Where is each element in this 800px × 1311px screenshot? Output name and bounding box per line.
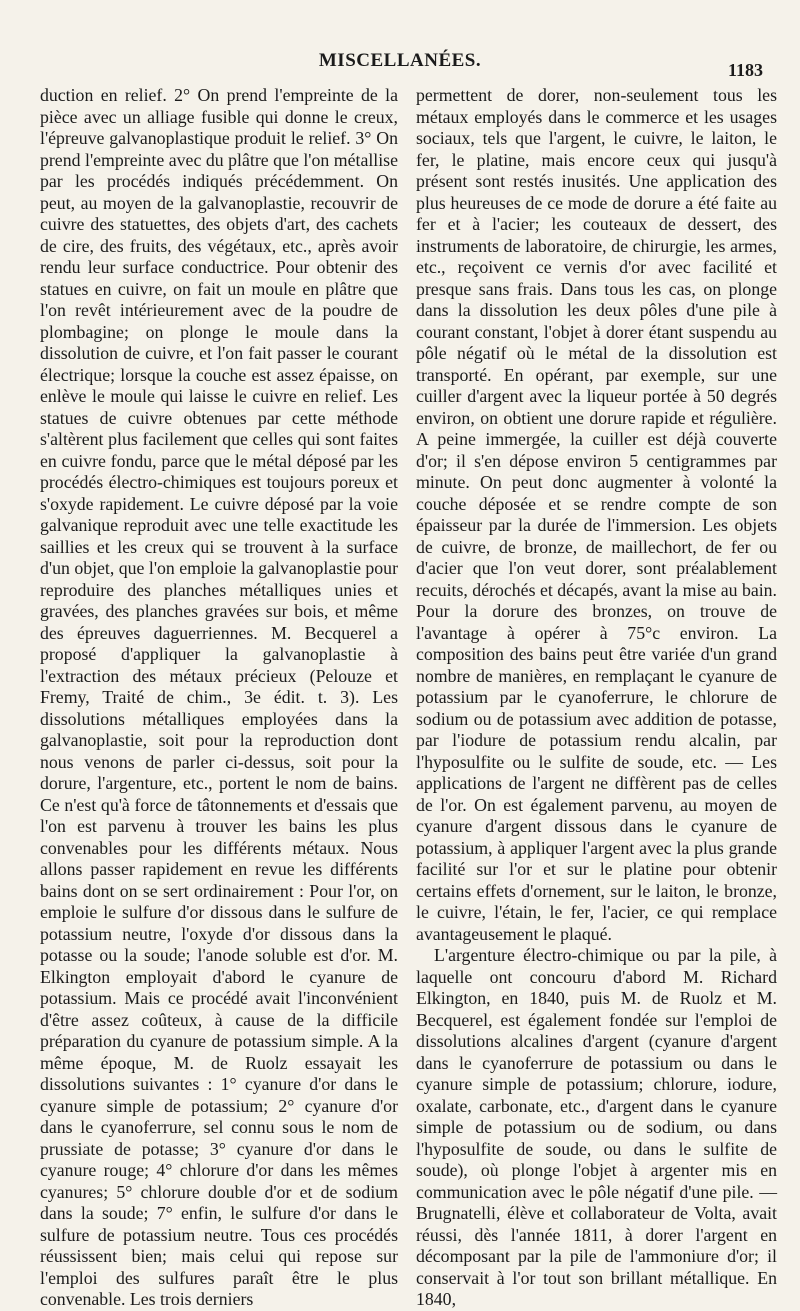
left-paragraph-1: duction en relief. 2° On prend l'empreinte de la pièce avec un alliage fusible qui donne le creux, l'épreuve galvanoplastique produit le relief. 3° On prend l'empreinte avec du plâtre que l'on métallise par les procédés indiqués précédemment. On peut, au moyen de la galvanoplastie, recouvrir de cuivre des statuettes, des objets d'art, des cachets de cire, des fruits, des végétaux, etc., après avoir rendu leur surface conductrice. Pour obtenir des statues en cuivre, on fait un moule en plâtre que l'on revêt intérieurement avec de la poudre de plombagine; on plonge le moule dans la dissolution de cuivre, et l'on fait passer le courant électrique; lorsque la couche est assez épaisse, on enlève le moule qui laisse le cuivre en relief. Les statues de cuivre obtenues par cette méthode s'altèrent plus facilement que celles qui sont faites en cuivre fondu, parce que le métal déposé par les procédés électro-chimiques est toujours poreux et s'oxyde rapidement. Le cuivre déposé par la voie galvanique reproduit avec une telle exactitude les saillies et les creux qui se trouvent à la surface d'un objet, que l'on emploie la galvanoplastie pour reproduire des planches métalliques unies et gravées, des planches gravées sur bois, et même des épreuves daguerriennes. M. Becquerel a proposé d'appliquer la galvanoplastie à l'extraction des métaux précieux (Pelouze et Fremy, Traité de chim., 3e édit. t. 3). Les dissolutions métalliques employées dans la galvanoplastie, soit pour la reproduction dont nous venons de parler ci-dessus, soit pour la dorure, l'argenture, etc., portent le nom de bains. Ce n'est qu'à force de tâtonnements et d'essais que l'on est parvenu à trouver les bains les plus convenables pour les différents métaux. Nous allons passer rapidement en revue les différents bains dont on se sert ordinairement : Pour l'or, on emploie le sulfure d'or dissous dans le sulfure de potassium neutre, l'oxyde d'or dissous dans la potasse ou la soude; l'anode soluble est d'or. M. Elkington employait d'abord le cyanure de potassium. Mais ce procédé avait l'inconvénient d'être assez coûteux, à cause de la difficile préparation du cyanure de potassium simple. A la même époque, M. de Ruolz essayait les dissolutions suivantes : 1° cyanure d'or dans le cyanure simple de potassium; 2° cyanure d'or dans le cyanoferrure, sel connu sous le nom de prussiate de potasse; 3° cyanure d'or dans le cyanure rouge; 4° chlorure d'or dans les mêmes cyanures; 5° chlorure double d'or et de sodium dans la soude; 7° enfin, le sulfure d'or dans le sulfure de potassium neutre. Tous ces procédés réussissent bien; mais celui qui repose sur l'emploi des sulfures paraît être le plus convenable. Les trois derniers xyxy=(40,85,398,1309)
right-paragraph-1: permettent de dorer, non-seulement tous les métaux employés dans le commerce et les usages sociaux, tels que l'argent, le cuivre, le laiton, le fer, le platine, mais encore ceux qui jusqu'à présent sont restés inusités. Une application des plus heureuses de ce mode de dorure a été faite au fer et à l'acier; les couteaux de dessert, des instruments de laboratoire, de chirurgie, les armes, etc., reçoivent ce vernis d'or avec facilité et presque sans frais. Dans tous les cas, on plonge dans la dissolution les deux pôles d'une pile à courant constant, l'objet à dorer étant suspendu au pôle négatif où le métal de la dissolution est transporté. En opérant, par exemple, sur une cuiller d'argent avec la liqueur portée à 50 degrés environ, on obtient une dorure rapide et régulière. A peine immergée, la cuiller est déjà couverte d'or; il s'en dépose environ 5 centigrammes par minute. On peut donc augmenter à volonté la couche déposée et se rendre compte de son épaisseur par la durée de l'immersion. Les objets de cuivre, de bronze, de maillechort, de fer ou d'acier que l'on veut dorer, sont préalablement recuits, dérochés et décapés, avant la mise au bain. Pour la dorure des bronzes, on trouve de l'avantage à opérer à 75°c environ. La composition des bains peut être variée d'un grand nombre de manières, en remplaçant le cyanure de potassium par le cyanoferrure, le chlorure de sodium ou de potassium avec addition de potasse, par l'iodure de potassium rendu alcalin, par l'hyposulfite ou le sulfite de soude, etc. — Les applications de l'argent ne diffèrent pas de celles de l'or. On est également parvenu, au moyen de cyanure d'argent dissous dans le cyanure de potassium, à appliquer l'argent avec la plus grande facilité sur l'or et sur le platine pour obtenir certains effets d'ornement, sur le laiton, le bronze, le cuivre, l'étain, le fer, l'acier, ce qui remplace avantageusement le plaqué. xyxy=(416,85,777,944)
left-text-column xyxy=(40,85,398,1309)
page-number: 1183 xyxy=(728,60,764,80)
right-text-column xyxy=(416,85,777,1309)
running-header-title: MISCELLANÉES. xyxy=(318,50,482,71)
right-paragraph-2: L'argenture électro-chimique ou par la pile, à laquelle ont concouru d'abord M. Richard Elkington, en 1840, puis M. de Ruolz et M. Becquerel, est également fondée sur l'emploi de dissolutions alcalines d'argent (cyanure d'argent dans le cyanoferrure de potassium ou dans le cyanure simple de potassium; chlorure, iodure, oxalate, carbonate, etc., d'argent dans le cyanure simple de potassium ou de sodium, ou dans l'hyposulfite de soude, ou dans le sulfite de soude), où plonge l'objet à argenter mis en communication avec le pôle négatif d'une pile. — Brugnatelli, élève et collaborateur de Volta, avait réussi, dès l'année 1811, à dorer l'argent en décomposant par la pile de l'ammoniure d'or; il conservait à l'or tout son brillant métallique. En 1840, xyxy=(416,945,777,1309)
